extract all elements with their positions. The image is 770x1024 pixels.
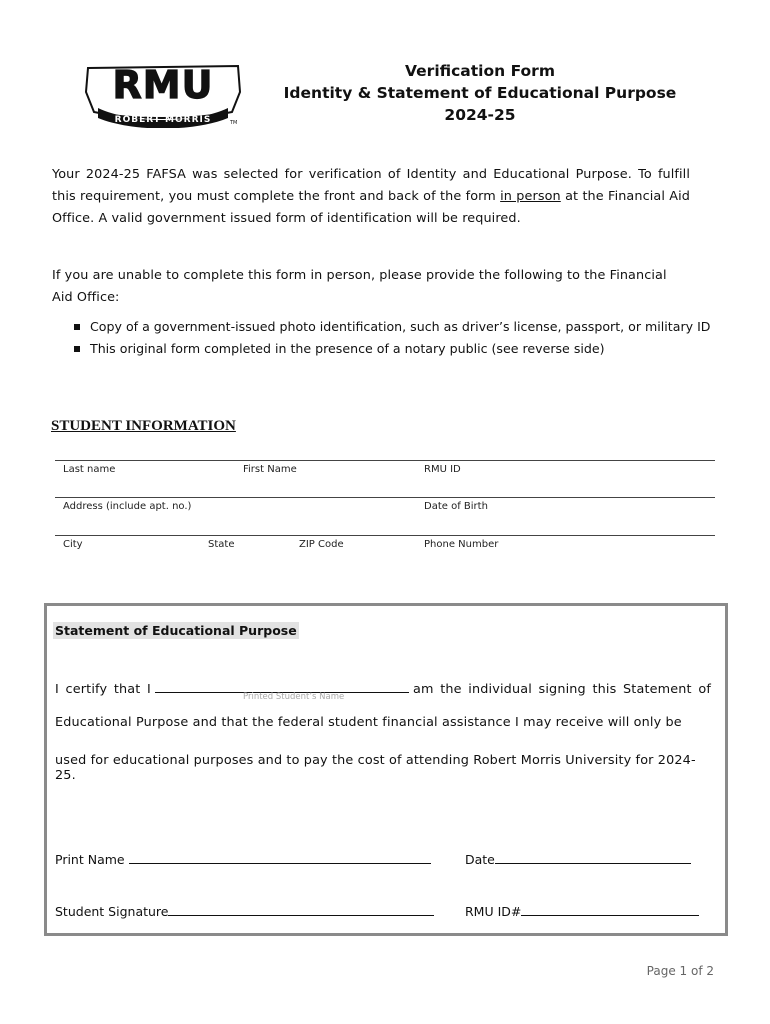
page-number: Page 1 of 2 [646,964,714,978]
statement-line-2: Educational Purpose and that the federal student financial assistance I may receive will only be [55,715,682,730]
intro-text-a: Your 2024-25 FAFSA was selected for verification of Identity and Educational Purpose. To fulfill this requirement, you must complete the front and back of the form [52,167,690,204]
field-divider [55,535,715,536]
bullet-square-icon [74,346,80,352]
logo-subtext: ROBERT MORRIS [114,115,212,125]
rmu-id-row: RMU ID# [465,902,699,919]
date-of-birth-field[interactable]: Date of Birth [424,501,488,512]
field-divider [55,460,715,461]
rmu-logo [82,62,244,128]
date-line[interactable] [495,850,691,864]
field-divider [55,497,715,498]
list-item: Copy of a government-issued photo identification, such as driver’s license, passport, or military ID [74,316,714,338]
phone-number-field[interactable]: Phone Number [424,539,499,550]
requirements-list [74,316,714,360]
intro-text-b: at the Financial Aid Office. A valid government issued form of identification will be required. [52,189,691,226]
last-name-field[interactable]: Last name [63,464,116,475]
signature-row: Student Signature [55,902,434,919]
address-field[interactable]: Address (include apt. no.) [63,501,192,512]
logo-tm: TM [230,120,238,126]
logo-text: RMU [112,63,214,107]
date-row: Date [465,850,691,867]
rmu-id-field[interactable]: RMU ID [424,464,461,475]
rmu-id-line[interactable] [521,902,699,916]
printed-name-hint: Printed Student’s Name [243,692,345,702]
student-info-fields [55,460,715,580]
certify-line: I certify that I am the individual signing this Statement of [55,678,711,697]
intro-paragraph [52,164,690,230]
zip-code-field[interactable]: ZIP Code [299,539,344,550]
city-field[interactable]: City [63,539,83,550]
in-person-text: in person [500,189,561,204]
statement-box [44,603,728,936]
printed-name-blank[interactable] [155,678,409,693]
form-subtitle: Identity & Statement of Educational Purpose [283,84,677,102]
signature-line[interactable] [168,902,434,916]
list-item: This original form completed in the presence of a notary public (see reverse side) [74,338,714,360]
state-field[interactable]: State [208,539,235,550]
form-title: Verification Form [405,62,555,80]
statement-line-3: used for educational purposes and to pay the cost of attending Robert Morris University for 2024-25. [55,753,696,783]
alternative-paragraph: If you are unable to complete this form in person, please provide the following to the Financial Aid Office: [52,268,667,305]
print-name-row: Print Name [55,850,431,867]
bullet-square-icon [74,324,80,330]
form-title-block [270,60,690,126]
form-year: 2024-25 [444,106,516,124]
student-info-heading: STUDENT INFORMATION [51,418,236,434]
print-name-line[interactable] [129,850,431,864]
statement-title: Statement of Educational Purpose [55,623,297,638]
first-name-field[interactable]: First Name [243,464,297,475]
